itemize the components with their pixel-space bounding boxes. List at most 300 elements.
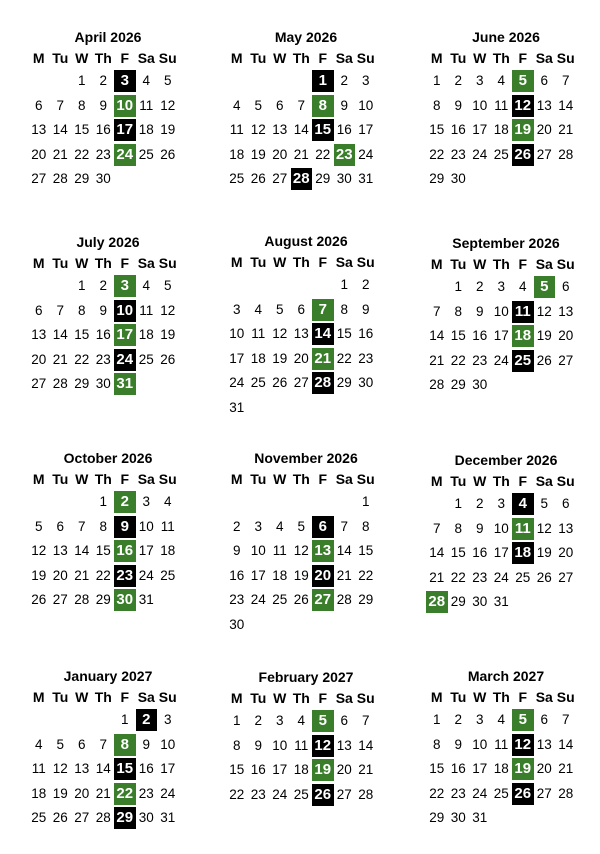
day-cell: 28 [358,786,374,802]
day-cell: 30 [138,810,154,825]
day-cell: 16 [450,761,466,776]
day-cell: 3 [232,301,241,317]
weekday-label: Su [356,50,375,66]
day-cell: 27 [336,786,352,802]
day-cell: 22 [336,350,352,366]
day-cell: 27 [558,352,574,368]
day-cell-black: 24 [114,349,136,371]
day-grid [426,275,586,398]
day-cell: 21 [558,761,574,776]
weekday-header [28,49,188,67]
weekday-label: F [120,255,130,271]
weekday-label: Tu [52,689,69,705]
day-cell: 22 [95,567,111,583]
day-cell-green: 19 [512,119,534,141]
day-cell: 13 [74,761,90,776]
day-cell-green: 21 [312,348,334,370]
month-title: April 2026 [74,29,142,45]
weekday-label: Su [356,690,375,706]
weekday-label: W [273,471,287,487]
day-cell: 17 [160,761,176,776]
day-cell: 30 [450,810,466,825]
day-cell-green: 19 [512,758,534,780]
day-cell-black: 26 [512,783,534,805]
day-cell: 23 [472,352,488,368]
weekday-label: Th [492,689,510,705]
empty-cell [312,273,334,298]
weekday-label: Sa [137,689,155,705]
month-title: November 2026 [254,450,358,466]
day-cell: 21 [74,567,90,583]
weekday-label: Tu [250,471,267,487]
weekday-header [28,688,188,706]
day-cell: 16 [229,567,245,583]
day-cell: 13 [536,97,552,113]
day-cell: 24 [160,785,176,801]
day-cell-black: 10 [114,300,136,322]
day-cell: 18 [293,762,309,777]
day-cell: 23 [472,569,488,585]
day-cell: 8 [432,97,441,113]
day-cell: 29 [95,592,111,607]
day-cell: 6 [561,279,570,294]
weekday-label: Su [356,254,375,270]
day-cell: 29 [450,594,466,609]
weekday-label: F [518,473,528,489]
day-cell: 21 [358,762,374,777]
weekday-label: W [75,50,89,66]
day-cell: 31 [358,171,374,186]
day-cell: 17 [250,567,266,583]
day-cell: 1 [120,712,129,727]
day-cell-green: 5 [312,710,334,732]
weekday-label: Su [556,50,575,66]
day-cell: 18 [493,122,509,137]
day-cell: 21 [95,785,111,801]
day-cell: 16 [450,122,466,137]
weekday-label: Th [292,50,310,66]
day-cell: 29 [315,171,331,186]
day-cell: 3 [361,73,370,88]
day-cell: 22 [429,785,445,801]
day-cell-green: 2 [114,491,136,513]
day-cell: 1 [340,277,348,292]
day-cell: 25 [293,786,309,802]
day-cell: 11 [272,543,287,558]
day-cell: 6 [77,736,86,752]
day-cell: 24 [250,592,266,607]
weekday-label: F [318,254,328,270]
day-cell: 25 [138,351,154,367]
day-cell: 10 [358,97,374,113]
weekday-label: F [518,50,528,66]
day-cell: 4 [518,279,527,294]
day-cell: 2 [454,712,462,727]
weekday-label: Th [94,471,112,487]
day-cell: 15 [450,545,466,560]
day-cell: 28 [52,171,68,186]
day-cell: 24 [138,567,154,583]
weekday-label: Th [292,254,310,270]
day-cell: 20 [558,545,574,560]
day-cell: 4 [163,494,172,509]
day-cell: 30 [358,375,374,390]
weekday-label: M [32,689,45,705]
day-cell: 21 [52,351,68,367]
day-cell-black: 17 [114,119,136,141]
day-cell: 13 [536,736,552,752]
empty-cell [426,275,448,300]
day-cell: 18 [138,327,154,342]
weekday-label: F [120,689,130,705]
day-cell: 1 [77,73,86,88]
day-cell: 27 [31,171,47,186]
weekday-label: Tu [250,254,267,270]
day-cell: 4 [142,73,150,88]
day-cell: 25 [250,375,266,390]
weekday-label: Su [158,255,177,271]
day-cell: 10 [229,326,245,341]
empty-cell [226,273,248,298]
month-calendar [226,232,386,420]
day-cell: 31 [472,810,488,825]
day-cell: 10 [472,97,488,113]
day-cell: 6 [540,712,548,727]
month-title: February 2027 [258,669,354,685]
day-cell: 5 [56,736,64,752]
day-cell: 29 [74,376,90,391]
day-cell: 1 [77,278,86,293]
day-cell: 30 [95,376,111,391]
weekday-header [28,254,188,272]
day-cell: 4 [497,73,505,88]
day-cell: 22 [74,146,90,162]
day-cell: 23 [450,785,466,801]
day-cell: 4 [142,278,150,293]
day-cell: 1 [232,713,241,728]
day-cell: 9 [454,97,462,113]
day-cell: 19 [31,567,47,583]
day-cell: 15 [229,762,245,777]
weekday-label: Su [158,50,177,66]
day-cell: 29 [429,171,445,186]
day-cell-green: 24 [114,144,136,166]
day-cell: 20 [336,762,352,777]
day-cell: 5 [163,73,172,88]
day-cell: 29 [358,592,374,607]
day-cell: 14 [52,327,68,342]
empty-cell [426,492,448,517]
day-cell: 25 [515,569,531,585]
day-cell: 14 [74,543,90,558]
day-cell: 9 [254,737,262,753]
day-cell-black: 15 [114,758,136,780]
month-calendar [28,449,188,613]
weekday-label: Th [94,689,112,705]
day-cell: 5 [254,97,262,113]
day-cell: 12 [31,543,47,558]
day-cell: 4 [275,518,284,534]
weekday-label: Tu [52,471,69,487]
weekday-header [226,49,386,67]
day-cell: 19 [160,122,176,137]
day-cell: 2 [99,73,107,88]
day-grid [226,709,386,807]
day-cell: 11 [229,122,244,137]
day-cell: 4 [297,713,305,728]
day-cell: 30 [450,171,466,186]
day-cell: 25 [31,810,47,825]
day-grid [426,708,586,831]
weekday-label: Sa [535,50,553,66]
day-cell: 27 [536,146,552,162]
day-cell-black: 20 [312,565,334,587]
day-cell: 10 [160,736,176,752]
weekday-header [426,472,586,490]
day-cell: 7 [340,518,348,534]
day-cell: 12 [536,303,552,319]
day-cell: 26 [536,569,552,585]
empty-cell [50,69,72,94]
day-grid [226,69,386,192]
day-cell-black: 25 [512,350,534,372]
day-cell: 11 [494,97,509,113]
day-cell: 9 [340,97,348,113]
day-cell: 16 [336,122,352,137]
weekday-label: M [430,256,443,272]
empty-cell [269,273,291,298]
day-cell: 23 [229,592,245,607]
day-cell: 5 [275,301,284,317]
weekday-label: W [273,50,287,66]
day-cell: 18 [31,785,47,801]
weekday-label: W [473,256,487,272]
day-cell: 26 [160,146,176,162]
empty-cell [269,69,291,94]
day-cell: 28 [52,376,68,391]
day-cell-green: 30 [114,589,136,611]
day-cell: 20 [293,350,309,366]
weekday-header [226,470,386,488]
weekday-label: F [318,50,328,66]
day-cell: 14 [558,97,574,113]
day-cell: 23 [95,146,111,162]
day-cell: 17 [272,762,288,777]
day-grid [226,273,386,420]
weekday-label: Tu [450,256,467,272]
day-cell: 13 [31,122,47,137]
day-cell: 19 [250,146,266,162]
weekday-label: Th [94,255,112,271]
day-cell-green: 28 [426,591,448,613]
day-cell: 11 [160,518,175,534]
day-cell: 5 [540,496,548,511]
day-cell: 11 [251,326,266,341]
month-title: September 2026 [452,235,560,251]
day-cell-black: 26 [312,784,334,806]
day-cell: 18 [160,543,176,558]
weekday-label: Tu [250,50,267,66]
day-cell-green: 11 [512,518,534,540]
day-cell: 12 [272,326,288,341]
day-cell: 19 [536,545,552,560]
day-cell-green: 7 [312,299,334,321]
day-cell: 16 [138,761,154,776]
day-cell: 7 [77,518,86,534]
empty-cell [248,273,270,298]
day-cell: 1 [99,494,107,509]
day-cell: 30 [472,377,488,392]
weekday-label: Th [492,50,510,66]
day-cell: 21 [429,352,445,368]
weekday-label: Tu [52,255,69,271]
day-cell: 13 [272,122,288,137]
day-cell: 30 [229,616,245,632]
month-title: December 2026 [454,452,558,468]
day-cell: 15 [429,122,445,137]
weekday-label: W [75,471,89,487]
day-cell: 2 [454,73,462,88]
weekday-label: W [473,473,487,489]
month-title: January 2027 [63,668,153,684]
day-cell: 8 [232,737,241,753]
month-title: May 2026 [274,29,338,45]
day-cell: 16 [472,328,488,343]
day-cell: 26 [250,171,266,186]
day-grid [28,708,188,831]
day-cell: 26 [160,351,176,367]
weekday-label: M [230,690,243,706]
day-cell: 1 [454,496,462,511]
day-cell-black: 28 [312,372,334,394]
weekday-label: Su [356,471,375,487]
day-cell: 5 [163,278,172,293]
day-cell: 24 [272,786,288,802]
day-cell: 31 [229,399,245,415]
day-cell-black: 12 [512,95,534,117]
day-cell-green: 8 [114,734,136,756]
empty-cell [334,490,356,515]
day-cell: 5 [34,518,43,534]
day-cell: 14 [52,122,68,137]
month-calendar [426,667,586,831]
weekday-header [426,255,586,273]
day-cell: 14 [429,328,445,343]
day-cell: 20 [31,351,47,367]
day-cell: 25 [138,146,154,162]
weekday-label: Sa [335,471,353,487]
weekday-label: M [430,689,443,705]
day-cell: 8 [432,736,441,752]
day-cell: 8 [454,520,462,536]
day-cell: 29 [74,171,90,186]
day-cell: 7 [561,73,570,88]
day-cell: 30 [472,594,488,609]
weekday-label: M [230,50,243,66]
day-cell: 2 [99,278,107,293]
day-cell: 27 [52,592,68,607]
day-cell: 19 [160,327,176,342]
weekday-label: Th [492,256,510,272]
weekday-label: W [273,254,287,270]
day-cell: 3 [475,712,484,727]
day-cell-black: 14 [312,323,334,345]
day-cell: 17 [493,328,509,343]
day-cell: 7 [99,736,107,752]
day-grid [28,274,188,397]
day-cell: 27 [536,785,552,801]
empty-cell [291,490,313,515]
day-cell: 24 [493,352,509,368]
day-cell: 28 [429,377,445,392]
empty-cell [226,69,248,94]
day-cell-green: 5 [512,70,534,92]
weekday-label: F [318,690,328,706]
day-cell-black: 15 [312,119,334,141]
day-cell: 21 [52,146,68,162]
day-cell: 22 [358,567,374,583]
month-calendar [226,28,386,192]
day-cell: 8 [99,518,107,534]
day-cell: 11 [139,302,154,318]
day-cell-green: 18 [512,325,534,347]
day-cell-green: 3 [114,275,136,297]
day-cell: 14 [293,122,309,137]
day-cell: 11 [139,97,154,113]
day-cell: 25 [493,785,509,801]
day-cell-green: 5 [534,276,556,298]
day-cell: 14 [429,545,445,560]
day-cell: 23 [250,786,266,802]
day-cell: 6 [340,713,348,728]
day-cell: 10 [493,520,509,536]
empty-cell [50,708,72,733]
empty-cell [50,274,72,299]
day-cell: 22 [315,146,331,162]
day-cell-black: 9 [114,516,136,538]
day-cell: 23 [138,785,154,801]
day-cell: 28 [74,592,90,607]
empty-cell [28,708,50,733]
day-cell: 22 [229,786,245,802]
day-cell: 6 [540,73,548,88]
month-calendar [426,451,586,615]
weekday-label: Su [556,473,575,489]
day-cell: 12 [160,97,176,113]
day-cell: 6 [34,97,43,113]
day-cell: 7 [56,302,64,318]
day-cell-black: 28 [291,168,313,190]
day-cell: 20 [536,122,552,137]
day-cell: 16 [250,762,266,777]
day-cell: 12 [293,543,309,558]
month-title: March 2027 [467,668,545,684]
day-cell: 15 [336,326,352,341]
day-cell: 17 [472,122,488,137]
weekday-label: W [473,689,487,705]
day-cell: 17 [493,545,509,560]
weekday-label: F [120,50,130,66]
day-cell: 10 [472,736,488,752]
weekday-label: W [75,689,89,705]
weekday-label: F [120,471,130,487]
day-cell: 18 [229,146,245,162]
day-cell-black: 26 [512,144,534,166]
day-cell: 27 [272,171,288,186]
weekday-label: M [230,254,243,270]
day-cell: 2 [475,279,484,294]
day-cell: 24 [358,146,374,162]
